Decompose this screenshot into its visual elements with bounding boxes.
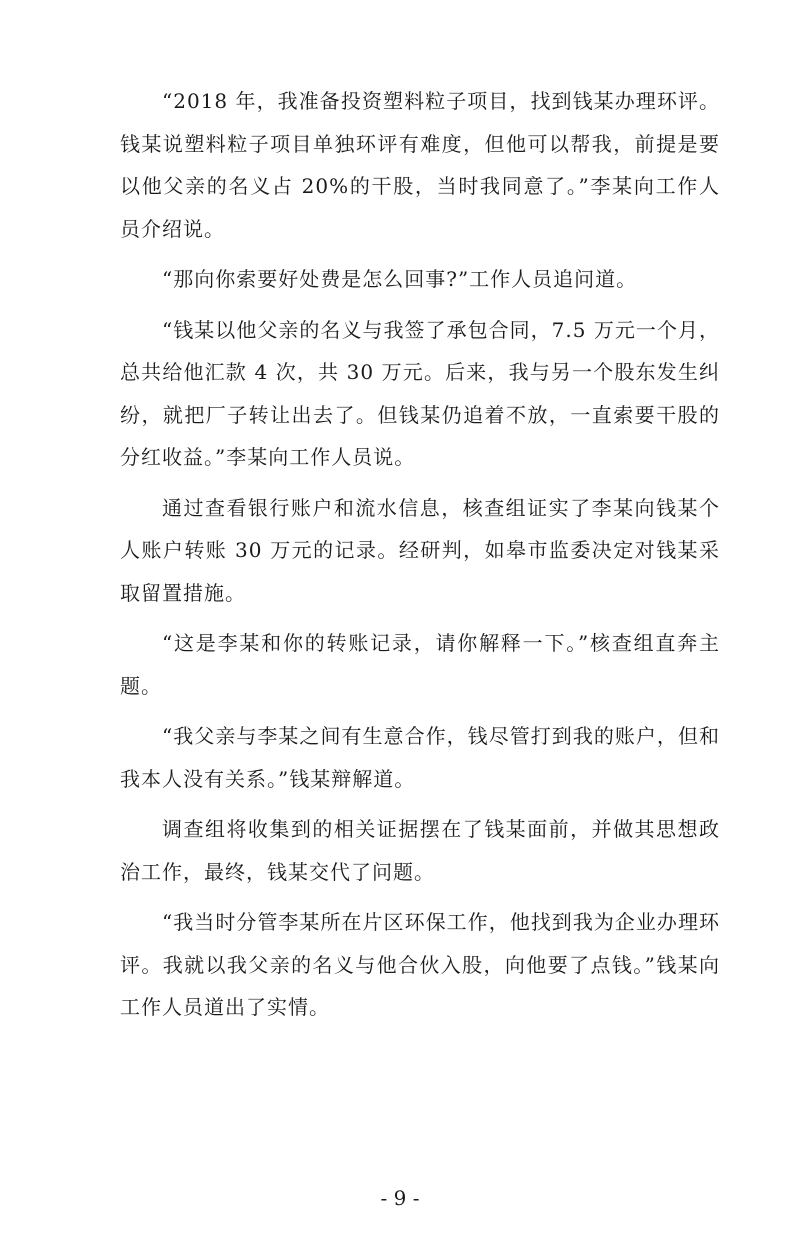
paragraph-8: “我当时分管李某所在片区环保工作，他找到我为企业办理环评。我就以我父亲的名义与他合伙入股，向他要了点钱。”钱某向工作人员道出了实情。 (120, 910, 720, 1019)
paragraph-1: “2018 年，我准备投资塑料粒子项目，找到钱某办理环评。钱某说塑料粒子项目单独环评有难度，但他可以帮我，前提是要以他父亲的名义占 20%的干股，当时我同意了。”李某向工作人员介绍说。 (120, 89, 720, 241)
paragraph-7: 调查组将收集到的相关证据摆在了钱某面前，并做其思想政治工作，最终，钱某交代了问题。 (120, 817, 720, 884)
paragraph-4: 通过查看银行账户和流水信息，核查组证实了李某向钱某个人账户转账 30 万元的记录。经研判，如皋市监委决定对钱某采取留置措施。 (120, 495, 720, 605)
paragraph-3: “钱某以他父亲的名义与我签了承包合同，7.5 万元一个月，总共给他汇款 4 次，共 30 万元。后来，我与另一个股东发生纠纷，就把厂子转让出去了。但钱某仍追着不放，一直索要干股的分红收益。”李某向工作人员说。 (120, 317, 720, 469)
paragraph-2: “那向你索要好处费是怎么回事?”工作人员追问道。 (162, 267, 638, 291)
paragraph-5: “这是李某和你的转账记录，请你解释一下。”核查组直奔主题。 (120, 631, 720, 698)
page-number: - 9 - (380, 1186, 420, 1210)
paragraph-6: “我父亲与李某之间有生意合作，钱尽管打到我的账户，但和我本人没有关系。”钱某辩解道。 (120, 724, 720, 791)
document-body (120, 80, 720, 1037)
